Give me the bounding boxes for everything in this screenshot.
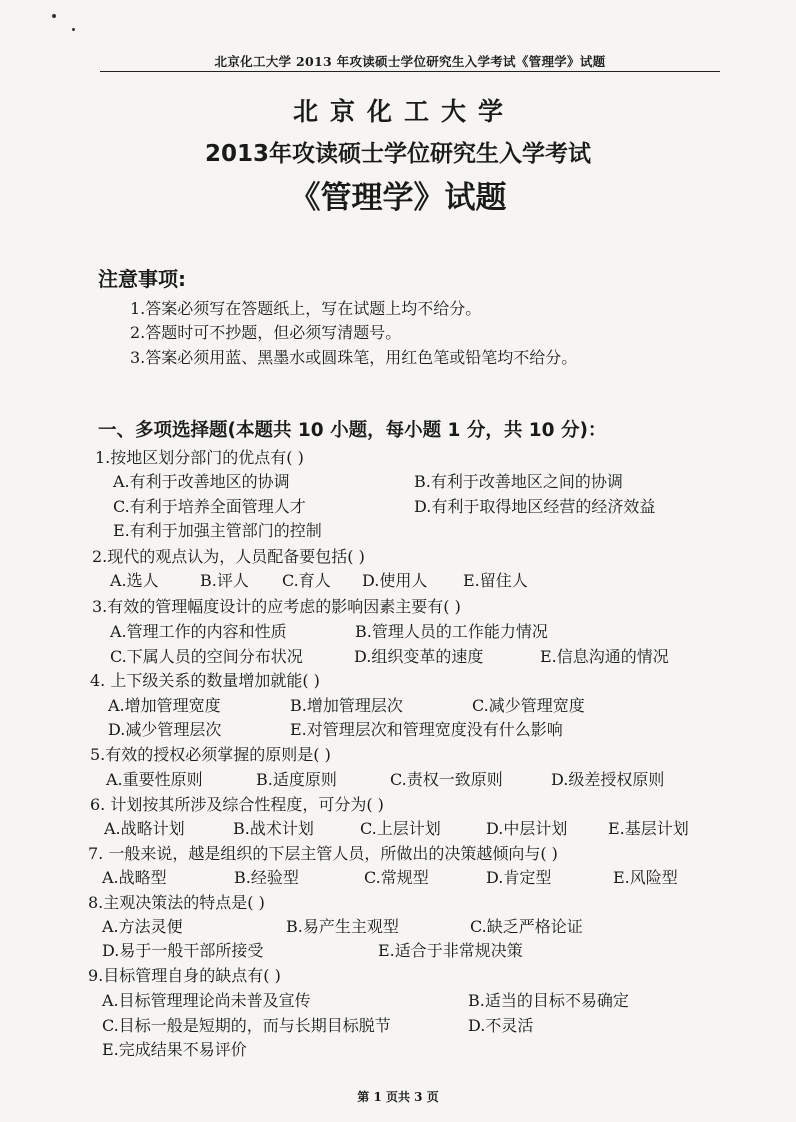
question-option: A.有利于改善地区的协调 <box>113 472 290 491</box>
question-option: A.战略计划 <box>104 819 185 838</box>
notice-item: 3.答案必须用蓝、黑墨水或圆珠笔，用红色笔或铅笔均不给分。 <box>130 348 578 367</box>
question-stem: 5.有效的授权必须掌握的原则是( ) <box>90 745 331 764</box>
question-option: D.肯定型 <box>486 868 552 887</box>
question-option: B.经验型 <box>234 868 299 887</box>
question-option: A.方法灵便 <box>102 917 183 936</box>
running-header: 北京化工大学 2013 年攻读硕士学位研究生入学考试《管理学》试题 <box>214 54 606 69</box>
question-option: C.责权一致原则 <box>390 770 503 789</box>
question-option: C.常规型 <box>364 868 429 887</box>
question-option: B.有利于改善地区之间的协调 <box>414 472 623 491</box>
question-option: E.对管理层次和管理宽度没有什么影响 <box>290 720 563 739</box>
question-option: B.适度原则 <box>256 770 337 789</box>
question-option: C.减少管理宽度 <box>472 696 585 715</box>
question-option: B.评人 <box>200 571 249 590</box>
question-option: E.留住人 <box>463 571 528 590</box>
question-option: B.适当的目标不易确定 <box>468 991 629 1010</box>
question-option: B.管理人员的工作能力情况 <box>355 622 548 641</box>
question-stem: 2.现代的观点认为，人员配备要包括( ) <box>92 547 365 566</box>
question-option: D.级差授权原则 <box>551 770 665 789</box>
question-stem: 3.有效的管理幅度设计的应考虑的影响因素主要有( ) <box>92 597 461 616</box>
question-option: E.基层计划 <box>608 819 689 838</box>
question-option: D.有利于取得地区经营的经济效益 <box>414 497 656 516</box>
notice-item: 1.答案必须写在答题纸上，写在试题上均不给分。 <box>130 299 482 318</box>
question-option: B.易产生主观型 <box>286 917 399 936</box>
question-stem: 4. 上下级关系的数量增加就能( ) <box>90 671 320 690</box>
question-option: D.使用人 <box>362 571 428 590</box>
question-option: D.易于一般干部所接受 <box>102 941 264 960</box>
question-option: A.目标管理理论尚未普及宣传 <box>102 991 311 1010</box>
question-option: B.战术计划 <box>233 819 314 838</box>
question-option: E.完成结果不易评价 <box>102 1040 247 1059</box>
notice-heading: 注意事项: <box>98 267 186 291</box>
section-heading: 一、多项选择题(本题共 10 小题，每小题 1 分，共 10 分)： <box>98 420 607 441</box>
question-stem: 6. 计划按其所涉及综合性程度，可分为( ) <box>90 795 384 814</box>
question-option: C.目标一般是短期的，而与长期目标脱节 <box>102 1016 391 1035</box>
notice-item: 2.答题时可不抄题，但必须写清题号。 <box>130 323 402 342</box>
question-option: D.组织变革的速度 <box>354 647 484 666</box>
page-indicator: 第 1 页共 3 页 <box>357 1090 439 1104</box>
question-option: C.有利于培养全面管理人才 <box>113 497 306 516</box>
question-option: A.重要性原则 <box>106 770 203 789</box>
scan-speck <box>52 14 56 18</box>
question-option: D.减少管理层次 <box>108 720 222 739</box>
question-stem: 9.目标管理自身的缺点有( ) <box>88 966 281 985</box>
question-option: B.增加管理层次 <box>290 696 403 715</box>
question-option: C.上层计划 <box>360 819 441 838</box>
question-option: E.信息沟通的情况 <box>540 647 669 666</box>
exam-title: 2013年攻读硕士学位研究生入学考试 <box>204 141 591 167</box>
question-stem: 1.按地区划分部门的优点有( ) <box>95 448 304 467</box>
university-title: 北京化工大学 <box>292 97 515 126</box>
question-option: D.不灵活 <box>468 1016 534 1035</box>
question-stem: 8.主观决策法的特点是( ) <box>88 893 265 912</box>
question-option: E.有利于加强主管部门的控制 <box>113 521 322 540</box>
question-option: C.缺乏严格论证 <box>470 917 583 936</box>
question-option: A.选人 <box>110 571 159 590</box>
header-rule <box>100 71 720 72</box>
question-stem: 7. 一般来说，越是组织的下层主管人员，所做出的决策越倾向与( ) <box>88 844 558 863</box>
question-option: E.适合于非常规决策 <box>378 941 523 960</box>
question-option: A.战略型 <box>102 868 167 887</box>
scan-speck <box>72 28 75 31</box>
question-option: A.管理工作的内容和性质 <box>110 622 287 641</box>
question-option: C.下属人员的空间分布状况 <box>110 647 303 666</box>
question-option: E.风险型 <box>613 868 678 887</box>
question-option: C.育人 <box>282 571 331 590</box>
subject-title: 《管理学》试题 <box>289 180 507 216</box>
question-option: D.中层计划 <box>486 819 568 838</box>
question-option: A.增加管理宽度 <box>108 696 221 715</box>
